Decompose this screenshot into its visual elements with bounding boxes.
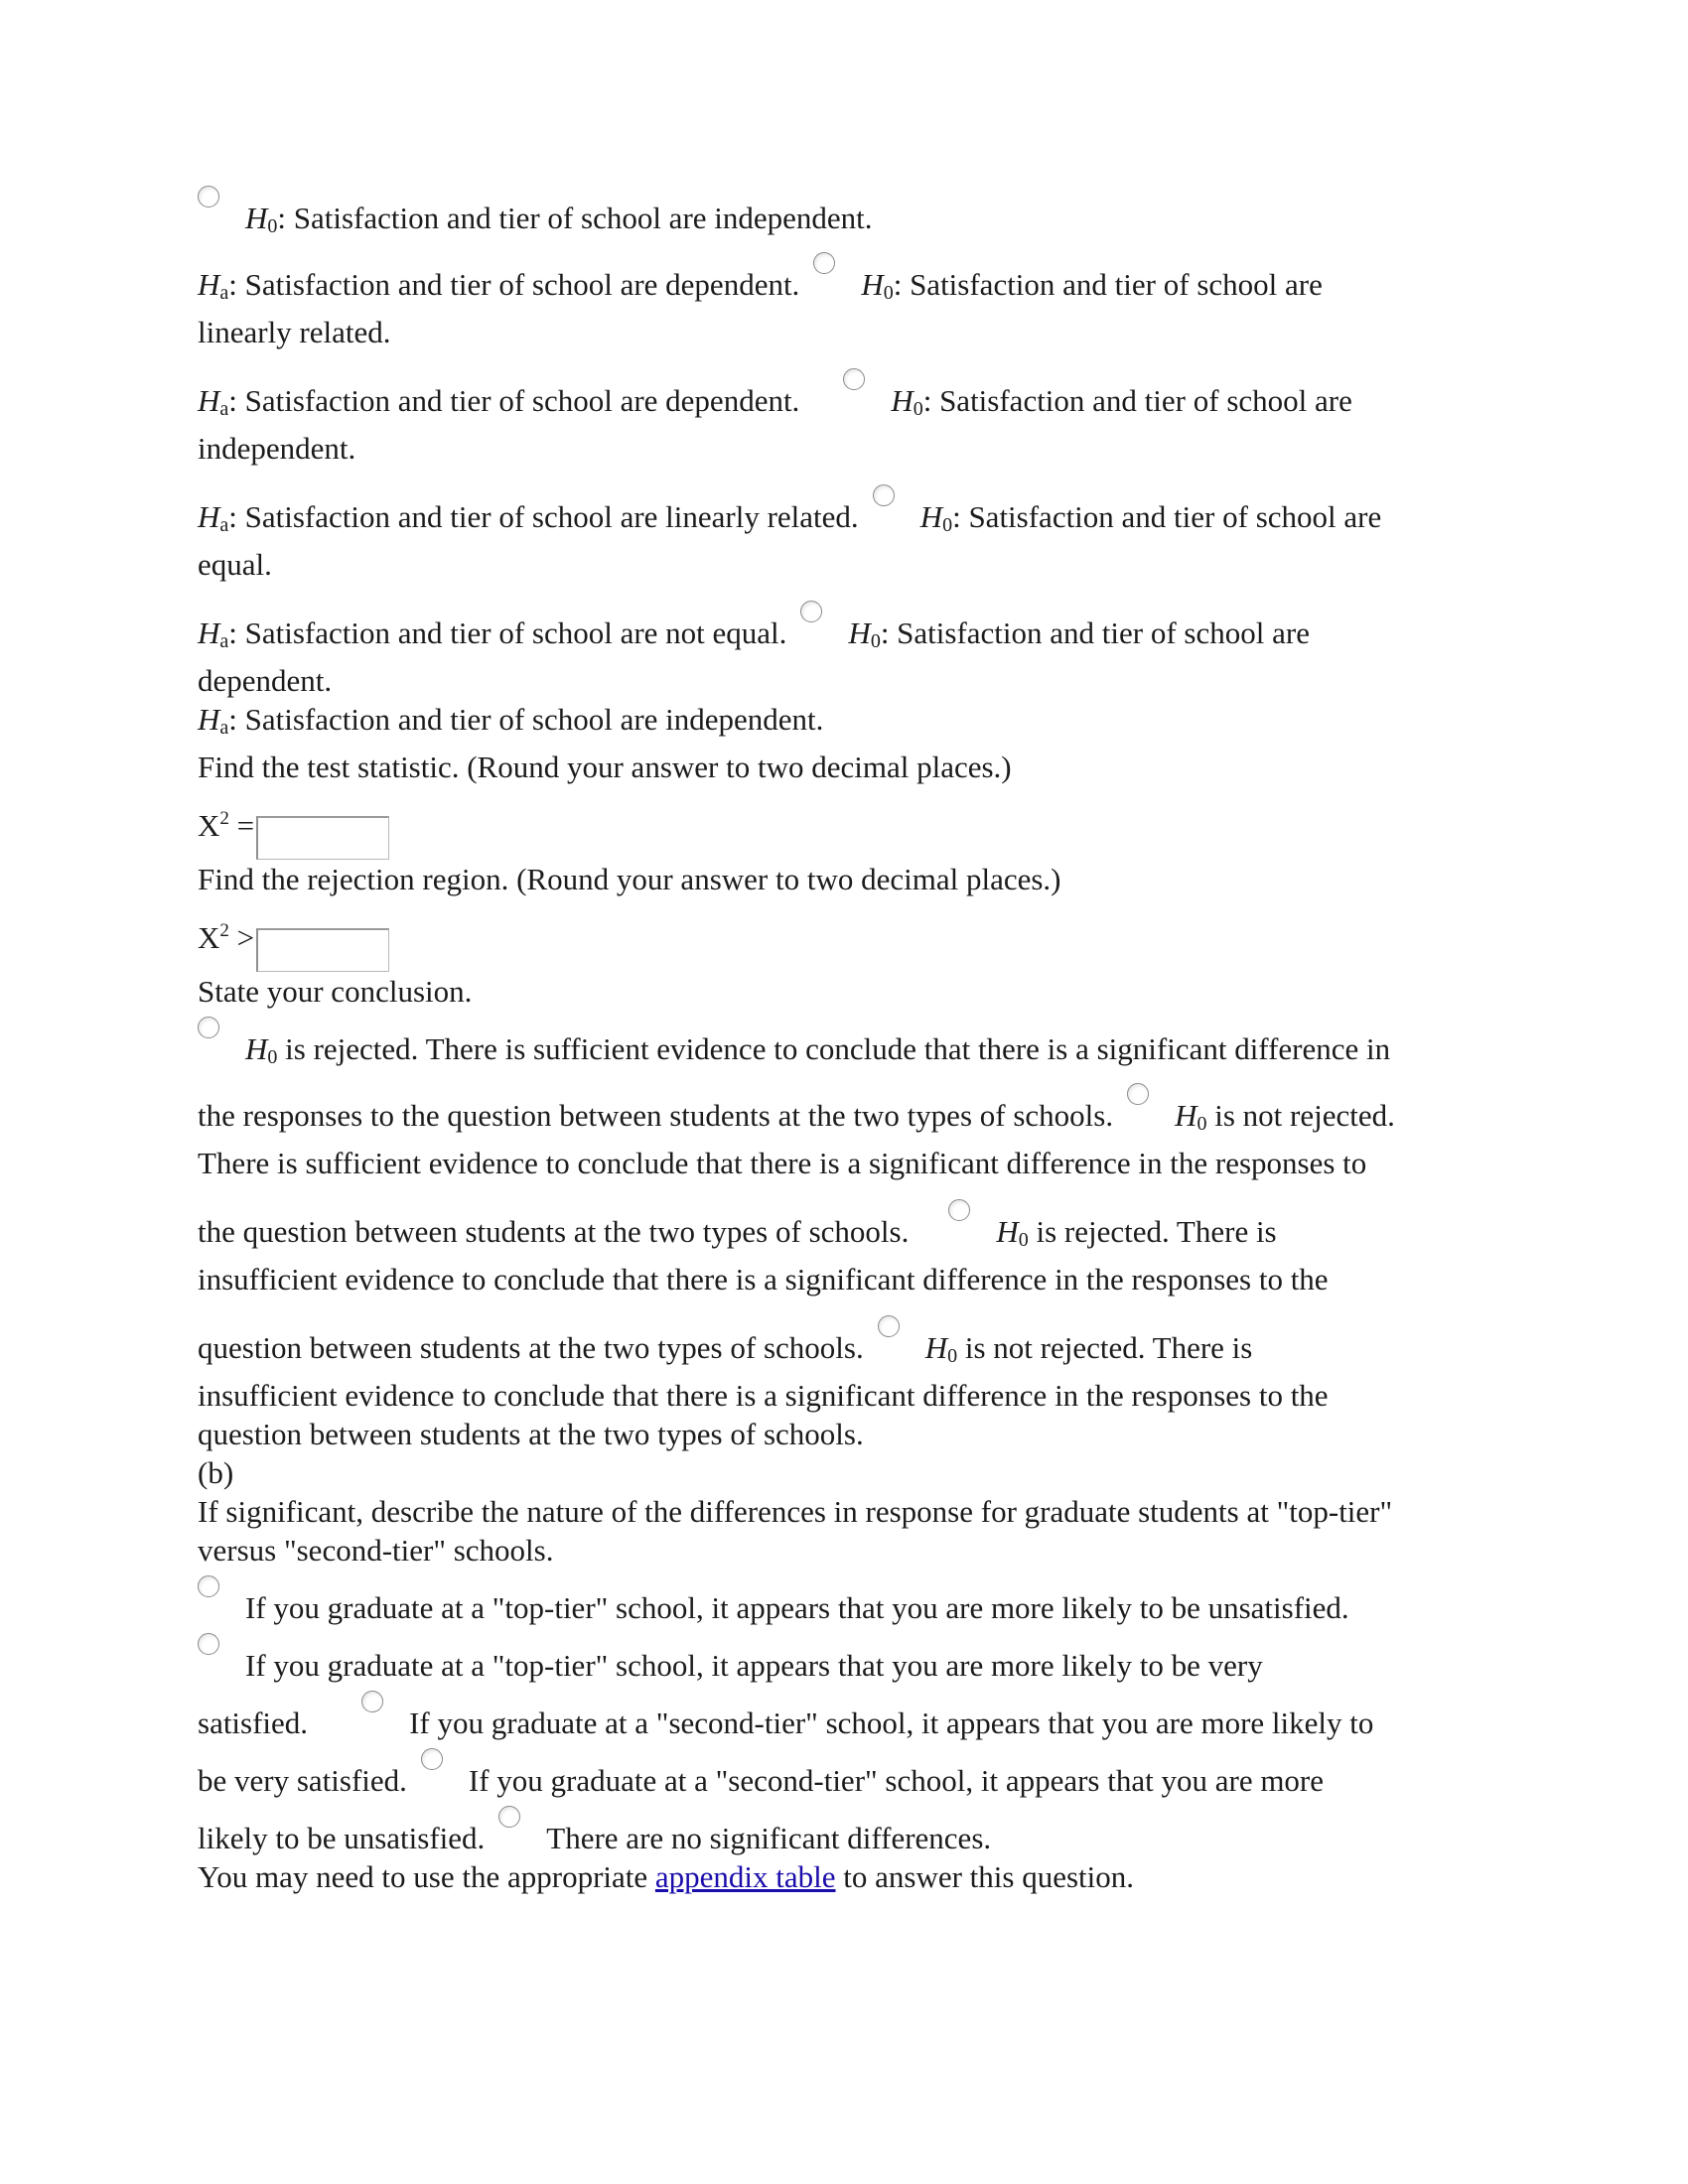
hypothesis-option-4-radio[interactable] <box>873 484 895 506</box>
test-statistic-prompt: Find the test statistic. (Round your answer to two decimal places.) <box>198 750 1012 784</box>
rejection-region-input[interactable] <box>256 928 389 972</box>
conclusion-line-2 <box>198 1096 1508 1144</box>
appendix-note-after: to answer this question. <box>835 1859 1135 1894</box>
chi-square-label: $X^2$ = <box>198 808 255 843</box>
hypothesis-line-10 <box>198 700 1508 748</box>
conclusion-option-2-text-cont: the question between students at the two types of schools. <box>198 1214 910 1249</box>
conclusion-option-1-text: is rejected. There is sufficient evidence to conclude that there is a significant difference in <box>277 1031 1391 1066</box>
conclusion-line-8: question between students at the two types of schools. <box>198 1417 864 1451</box>
appendix-table-link[interactable]: appendix table <box>654 1859 836 1894</box>
conclusion-option-3-text-cont: question between students at the two types of schools. <box>198 1330 864 1365</box>
h0-symbol: $H_0$ <box>924 1330 958 1367</box>
h0-symbol: $H_0$ <box>919 499 953 536</box>
appendix-note <box>198 1857 1508 1896</box>
hypothesis-line-4 <box>198 381 1508 429</box>
h0-symbol: $H_0$ <box>996 1214 1029 1251</box>
hypothesis-option-1-h0-text: : Satisfaction and tier of school are independent. <box>277 201 873 235</box>
hypothesis-line-1 <box>198 199 1508 246</box>
part-b-option-2-text-cont: satisfied. <box>198 1706 309 1740</box>
ha-symbol: $H_a$ <box>198 615 229 652</box>
part-b-line-1 <box>198 1588 1508 1627</box>
hypothesis-line-7 <box>198 545 1508 584</box>
conclusion-option-4-text: is not rejected. There is <box>957 1330 1253 1365</box>
hypothesis-line-8 <box>198 614 1508 661</box>
hypothesis-option-4-ha-text: : Satisfaction and tier of school are not equal. <box>228 615 787 650</box>
part-b-line-4 <box>198 1761 1508 1800</box>
conclusion-option-3-radio[interactable] <box>948 1199 970 1221</box>
part-b-option-1-text: If you graduate at a "top-tier" school, it appears that you are more likely to be unsatisfied. <box>245 1590 1349 1625</box>
hypothesis-option-2-ha-text: : Satisfaction and tier of school are dependent. <box>228 383 800 418</box>
hypothesis-line-3 <box>198 313 1508 351</box>
ha-symbol: $H_a$ <box>198 702 229 739</box>
conclusion-prompt: State your conclusion. <box>198 974 473 1009</box>
test-statistic-row <box>198 799 1508 860</box>
part-b-line-2 <box>198 1646 1508 1685</box>
hypothesis-line-9 <box>198 661 1508 700</box>
hypothesis-option-5-radio[interactable] <box>800 601 822 622</box>
h0-symbol: $H_0$ <box>891 383 923 420</box>
part-b-option-1-radio[interactable] <box>198 1575 219 1597</box>
hypothesis-line-2 <box>198 265 1508 313</box>
hypothesis-option-3-ha-text: : Satisfaction and tier of school are linearly related. <box>228 499 859 534</box>
part-b-option-4-radio[interactable] <box>421 1748 443 1770</box>
part-b-option-4-text-cont: likely to be unsatisfied. <box>198 1821 486 1855</box>
conclusion-line-3: There is sufficient evidence to conclude that there is a significant difference in the responses to <box>198 1146 1367 1180</box>
part-b-option-3-text-cont: be very satisfied. <box>198 1763 407 1798</box>
conclusion-option-2-radio[interactable] <box>1127 1083 1149 1105</box>
hypothesis-option-2-h0-text: : Satisfaction and tier of school are <box>893 267 1323 302</box>
conclusion-option-1-radio[interactable] <box>198 1017 219 1038</box>
hypothesis-option-2-radio[interactable] <box>813 252 835 274</box>
question-page <box>198 199 1508 1896</box>
conclusion-line-4 <box>198 1212 1508 1260</box>
hypothesis-line-6 <box>198 497 1508 545</box>
conclusion-line-6 <box>198 1328 1508 1376</box>
part-b-option-2-radio[interactable] <box>198 1633 219 1655</box>
hypothesis-option-3-h0-text: : Satisfaction and tier of school are <box>922 383 1352 418</box>
test-statistic-input[interactable] <box>256 816 389 860</box>
part-b-option-5-text: There are no significant differences. <box>546 1821 992 1855</box>
rejection-region-row <box>198 911 1508 972</box>
h0-symbol: $H_0$ <box>245 1031 278 1068</box>
hypothesis-line-5 <box>198 429 1508 468</box>
rejection-region-prompt: Find the rejection region. (Round your answer to two decimal places.) <box>198 862 1061 896</box>
appendix-note-before: You may need to use the appropriate <box>198 1859 655 1894</box>
part-b-line-3 <box>198 1704 1508 1742</box>
ha-symbol: $H_a$ <box>198 267 229 304</box>
part-b-prompt-line-1: If significant, describe the nature of the differences in response for graduate students at "top-tier" <box>198 1494 1393 1529</box>
ha-symbol: $H_a$ <box>198 499 229 536</box>
part-b-label: (b) <box>198 1455 234 1490</box>
h0-symbol: $H_0$ <box>1175 1098 1207 1135</box>
ha-symbol: $H_a$ <box>198 383 229 420</box>
part-b-option-3-text: If you graduate at a "second-tier" school, it appears that you are more likely to <box>409 1706 1374 1740</box>
h0-symbol: $H_0$ <box>861 267 894 304</box>
conclusion-option-3-text: is rejected. There is <box>1028 1214 1277 1249</box>
conclusion-option-4-radio[interactable] <box>878 1315 900 1337</box>
conclusion-line-7: insufficient evidence to conclude that there is a significant difference in the responses to the <box>198 1378 1329 1413</box>
hypothesis-option-1-radio[interactable] <box>198 186 219 207</box>
part-b-option-4-text: If you graduate at a "second-tier" school, it appears that you are more <box>468 1763 1325 1798</box>
hypothesis-option-5-h0-continued: dependent. <box>198 663 333 698</box>
part-b-option-3-radio[interactable] <box>361 1691 383 1712</box>
hypothesis-option-3-radio[interactable] <box>843 368 865 390</box>
hypothesis-option-3-h0-continued: independent. <box>198 431 356 466</box>
h0-symbol: $H_0$ <box>245 201 278 237</box>
chi-square-label: $X^2$ > <box>198 920 255 955</box>
part-b-line-5 <box>198 1819 1508 1857</box>
part-b-prompt-line-2: versus "second-tier" schools. <box>198 1533 554 1568</box>
conclusion-option-1-text-cont: the responses to the question between students at the two types of schools. <box>198 1098 1114 1133</box>
conclusion-line-1 <box>198 1029 1508 1077</box>
hypothesis-option-5-h0-text: : Satisfaction and tier of school are <box>880 615 1310 650</box>
part-b-option-2-text: If you graduate at a "top-tier" school, it appears that you are more likely to be very <box>245 1648 1263 1683</box>
hypothesis-option-4-h0-continued: equal. <box>198 547 272 582</box>
hypothesis-option-4-h0-text: : Satisfaction and tier of school are <box>952 499 1382 534</box>
conclusion-line-5: insufficient evidence to conclude that there is a significant difference in the responses to the <box>198 1262 1329 1297</box>
part-b-option-5-radio[interactable] <box>498 1806 520 1828</box>
conclusion-option-2-text: is not rejected. <box>1206 1098 1395 1133</box>
h0-symbol: $H_0$ <box>848 615 881 652</box>
hypothesis-option-1-ha-text: : Satisfaction and tier of school are dependent. <box>228 267 800 302</box>
hypothesis-option-5-ha-text: : Satisfaction and tier of school are independent. <box>228 702 824 737</box>
hypothesis-option-2-h0-continued: linearly related. <box>198 315 391 349</box>
